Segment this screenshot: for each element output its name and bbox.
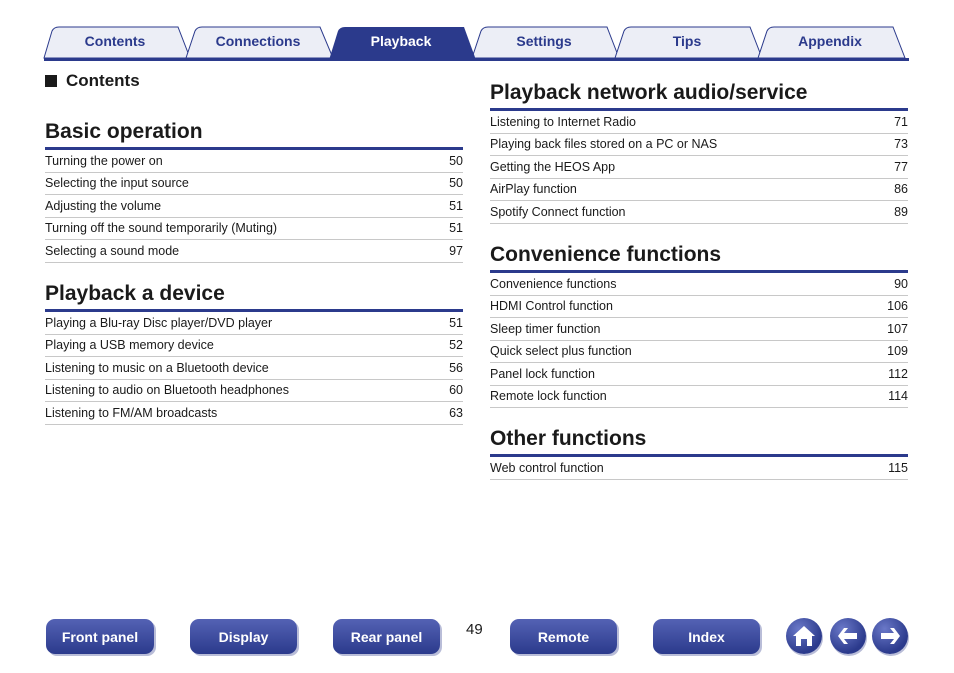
toc-label: Getting the HEOS App [490,159,616,174]
toc-row[interactable] [45,150,463,173]
tab-contents[interactable]: Contents [84,33,146,49]
toc-page: 56 [449,360,463,375]
toc-label: Playing back files stored on a PC or NAS [490,137,718,152]
toc-row[interactable] [490,386,908,409]
tab-tips[interactable]: Tips [672,33,702,49]
toc-page: 60 [449,383,463,398]
toc-page: 89 [894,204,908,219]
section-other-functions [490,424,908,480]
toc-row[interactable] [45,402,463,425]
tab-bar [0,0,954,64]
toc-label: Selecting the input source [45,176,189,191]
toc-label: HDMI Control function [490,299,613,314]
toc-label: Listening to music on a Bluetooth device [45,360,269,375]
contents-marker [45,71,140,91]
toc-page: 71 [894,114,908,129]
toc-row[interactable] [45,173,463,196]
section-title: Playback a device [45,282,225,305]
arrow-left-icon [830,618,866,654]
toc-row[interactable] [490,273,908,296]
toc-row[interactable] [45,335,463,358]
toc-row[interactable] [490,134,908,157]
square-bullet-icon [45,75,57,87]
tab-shapes [0,0,954,64]
toc-page: 63 [449,405,463,420]
toc-page: 51 [449,221,463,236]
forward-button[interactable] [872,618,908,654]
rear-panel-button[interactable]: Rear panel [333,619,440,654]
toc-label: Convenience functions [490,276,617,291]
toc-label: Selecting a sound mode [45,243,180,258]
toc-row[interactable] [490,179,908,202]
toc-row[interactable] [490,341,908,364]
section-convenience-functions [490,240,908,408]
toc-row[interactable] [490,156,908,179]
toc-page: 50 [449,153,463,168]
section-title: Convenience functions [490,243,722,266]
toc-row[interactable] [490,363,908,386]
toc-page: 112 [888,366,908,381]
toc-row[interactable] [490,296,908,319]
toc-page: 97 [449,243,463,258]
toc-label: Playing a USB memory device [45,338,214,353]
toc-label: Playing a Blu-ray Disc player/DVD player [45,315,273,330]
toc-row[interactable] [490,201,908,224]
toc-label: Turning off the sound temporarily (Muting) [45,221,278,236]
toc-page: 107 [887,321,908,336]
section-title: Other functions [490,427,647,450]
toc-label: Spotify Connect function [490,204,626,219]
toc-label: Listening to FM/AM broadcasts [45,405,218,420]
toc-page: 115 [888,460,908,475]
toc-page: 50 [449,176,463,191]
toc-page: 86 [894,182,908,197]
tab-appendix[interactable]: Appendix [798,33,862,49]
tab-connections[interactable]: Connections [215,33,301,49]
toc-page: 106 [887,299,908,314]
toc-row[interactable] [45,312,463,335]
back-button[interactable] [830,618,866,654]
toc-page: 51 [449,198,463,213]
toc-page: 73 [894,137,908,152]
home-button[interactable] [786,618,822,654]
toc-label: Web control function [490,460,604,475]
toc-page: 114 [888,389,908,404]
display-button[interactable]: Display [190,619,297,654]
section-title: Basic operation [45,120,203,143]
toc-page: 77 [894,159,908,174]
toc-row[interactable] [490,457,908,480]
index-button[interactable]: Index [653,619,760,654]
toc-label: Listening to Internet Radio [490,114,636,129]
toc-page: 90 [894,276,908,291]
toc-row[interactable] [45,240,463,263]
tab-baseline [44,58,909,61]
toc-page: 109 [887,344,908,359]
toc-label: Adjusting the volume [45,198,162,213]
toc-label: AirPlay function [490,182,577,197]
section-playback-device [45,279,463,425]
toc-label: Remote lock function [490,389,607,404]
section-playback-network [490,78,908,224]
section-basic-operation [45,117,463,263]
toc-label: Turning the power on [45,153,163,168]
contents-marker-label: Contents [66,71,140,90]
tab-playback[interactable]: Playback [370,33,432,49]
toc-row[interactable] [45,357,463,380]
page-number: 49 [466,621,483,638]
toc-page: 52 [449,338,463,353]
toc-row[interactable] [45,380,463,403]
section-title: Playback network audio/service [490,81,808,104]
arrow-right-icon [872,618,908,654]
toc-label: Panel lock function [490,366,595,381]
toc-row[interactable] [490,318,908,341]
remote-button[interactable]: Remote [510,619,617,654]
toc-label: Sleep timer function [490,321,601,336]
toc-label: Listening to audio on Bluetooth headphones [45,383,289,398]
toc-row[interactable] [45,195,463,218]
toc-row[interactable] [490,111,908,134]
tab-settings[interactable]: Settings [516,33,572,49]
home-icon [786,618,822,654]
toc-label: Quick select plus function [490,344,632,359]
toc-page: 51 [449,315,463,330]
front-panel-button[interactable]: Front panel [46,619,154,654]
toc-row[interactable] [45,218,463,241]
